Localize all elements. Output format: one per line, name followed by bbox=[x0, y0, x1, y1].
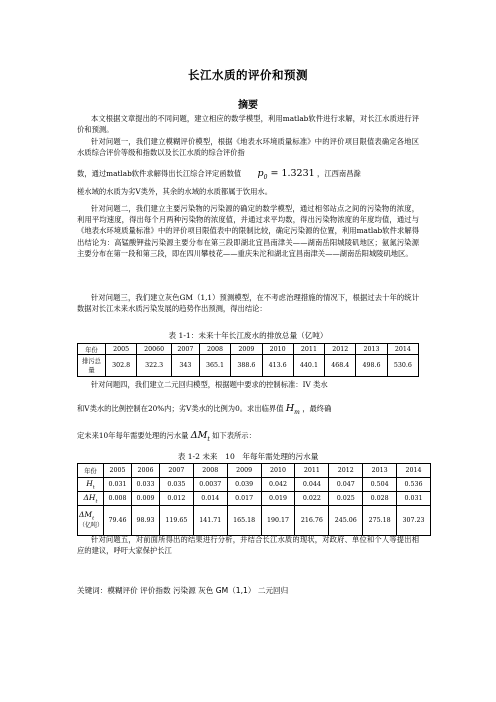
abstract-paragraph-6: 针对问题五，对前面所得出的结果进行分析，并结合长江水质的现状，对政府、单位和个人等提出相应的建议，呼吁大家保护长江 bbox=[77, 535, 419, 556]
abstract-paragraph-2: 针对问题一，我们建立模糊评价模型，根据《地表水环境质量标准》中的评价项目限值表确定各地区水质综合评价等级和指数以及长江水质的综合评价指 bbox=[77, 137, 419, 158]
table1 bbox=[77, 343, 419, 377]
table1-caption: 表 1-1：未来十年长江废水的排放总量（亿吨） bbox=[168, 331, 328, 340]
table1-value: 440.1 bbox=[293, 355, 324, 377]
abstract-heading: 摘要 bbox=[238, 100, 258, 111]
table2-header-row bbox=[78, 464, 431, 478]
table2-cell: 98.93 bbox=[131, 506, 159, 536]
table2-cell: 0.019 bbox=[261, 492, 295, 506]
table2-year: 2005 bbox=[104, 464, 132, 478]
table2-row-label: $H_t$ bbox=[78, 478, 104, 492]
table2-year: 2006 bbox=[131, 464, 159, 478]
table2-cell: 0.025 bbox=[329, 492, 363, 506]
table1-value: 365.1 bbox=[199, 355, 230, 377]
table2-cell: 245.06 bbox=[329, 506, 363, 536]
table1-value: 413.6 bbox=[262, 355, 293, 377]
table1-value: 530.6 bbox=[387, 355, 418, 377]
table2-year: 2013 bbox=[363, 464, 397, 478]
formula-line bbox=[77, 167, 419, 185]
table2-cell: 307.23 bbox=[397, 506, 431, 536]
table2-caption: 表 1-2 未来 10 年每年需处理的污水量 bbox=[177, 452, 319, 461]
table2-row-delta-ht bbox=[78, 492, 431, 506]
table1-year: 20060 bbox=[137, 344, 172, 355]
table2-year: 2007 bbox=[159, 464, 193, 478]
table1-value: 343 bbox=[171, 355, 199, 377]
table2-year: 2011 bbox=[295, 464, 329, 478]
table1-year: 2010 bbox=[262, 344, 293, 355]
table2-cell: 0.031 bbox=[397, 492, 431, 506]
abstract-paragraph-1: 本文根据文章提出的不同问题，建立相应的数学模型，利用matlab软件进行求解，对长江水质进行评价和预测。 bbox=[77, 114, 419, 135]
table2-cell: 165.18 bbox=[227, 506, 261, 536]
table1-year: 2008 bbox=[199, 344, 230, 355]
table2-cell: 0.014 bbox=[193, 492, 227, 506]
table1-header-label: 年份 bbox=[78, 344, 106, 355]
abstract-paragraph-5: 针对问题四，我们建立二元回归模型，根据题中要求的控制标准：IV 类水 bbox=[91, 380, 328, 389]
table1-value: 498.6 bbox=[356, 355, 387, 377]
table2-cell: 0.028 bbox=[363, 492, 397, 506]
table2-cell: 0.039 bbox=[227, 478, 261, 492]
table1-year: 2009 bbox=[231, 344, 262, 355]
table1-values-row bbox=[78, 355, 419, 377]
table2-cell: 275.18 bbox=[363, 506, 397, 536]
table2-year: 2014 bbox=[397, 464, 431, 478]
table1-value: 322.3 bbox=[137, 355, 172, 377]
table2-year: 2010 bbox=[261, 464, 295, 478]
table2-cell: 0.047 bbox=[329, 478, 363, 492]
table1-year: 2005 bbox=[106, 344, 137, 355]
table1-year: 2012 bbox=[325, 344, 356, 355]
abstract-paragraph-4: 针对问题三，我们建立灰色GM（1,1）预测模型，在不考虑治理措施的情况下，根据过去十年的统计数据对长江未来水质污染发展的趋势作出预测，得出结论： bbox=[77, 293, 419, 314]
table2 bbox=[77, 463, 431, 536]
table2-year: 2012 bbox=[329, 464, 363, 478]
table2-row-ht bbox=[78, 478, 431, 492]
table2-cell: 0.042 bbox=[261, 478, 295, 492]
table1-header-row bbox=[78, 344, 419, 355]
formula-suffix-text: ，江西南昌滁 bbox=[317, 169, 361, 178]
p0-formula: $p_0 = 1.3231$ bbox=[257, 168, 315, 181]
abstract-paragraph-3: 针对问题二，我们建立主要污染物的污染源的确定的数学模型，通过相邻站点之间的污染物的浓度，利用平均速度，得出每个月两种污染物的浓度值，并通过求平均数，得出污染物浓度的年度均值，通过与《地表水环境质量标准》中的评价项目限值表中的限制比较，确定污染源的位置，利用matlab软件求解得出结论为：高锰酸钾盐污染源主要分布在第三段即湖北宜昌南津关——湖南岳阳城陵矶地区；氨氮污染源主要分布在第一段和第三段，即在四川攀枝花——重庆朱沱和湖北宜昌南津关——湖南岳阳城陵矶地区。 bbox=[77, 204, 419, 258]
table2-cell: 0.035 bbox=[159, 478, 193, 492]
table1-row-label: 排污总量 bbox=[78, 355, 106, 377]
keywords: 关键词：模糊评价 评价指数 污染源 灰色 GM（1,1） 二元回归 bbox=[77, 586, 289, 595]
table1-value: 388.6 bbox=[231, 355, 262, 377]
table2-cell: 0.033 bbox=[131, 478, 159, 492]
abstract-paragraph-2-end: 槎水域的水质为劣Ⅴ类外，其余的水域的水质都属于饮用水。 bbox=[77, 187, 272, 196]
table1-year: 2014 bbox=[387, 344, 418, 355]
table1-value: 468.4 bbox=[325, 355, 356, 377]
delta-m-formula: $\Delta M_t$ bbox=[190, 430, 210, 443]
table2-cell: 0.536 bbox=[397, 478, 431, 492]
table2-cell: 190.17 bbox=[261, 506, 295, 536]
table2-row-label: $\Delta M_t$ （亿吨） bbox=[78, 506, 104, 536]
table2-header-label: 年份 bbox=[78, 464, 104, 478]
table2-cell: 141.71 bbox=[193, 506, 227, 536]
table2-year: 2008 bbox=[193, 464, 227, 478]
sewage-volume-line: 定未来10年每年需要处理的污水量 $\Delta M_t$ 如下表所示： bbox=[77, 430, 256, 443]
table2-row-label: $\Delta H_t$ bbox=[78, 492, 104, 506]
table2-cell: 0.017 bbox=[227, 492, 261, 506]
table2-cell: 79.46 bbox=[104, 506, 132, 536]
table2-cell: 0.008 bbox=[104, 492, 132, 506]
table2-row-delta-mt bbox=[78, 506, 431, 536]
critical-value-line: 和V类水的比例控制在20%内；劣V类水的比例为0。求出临界值 $H_m$ ，最终确 bbox=[77, 403, 332, 416]
table1-year: 2011 bbox=[293, 344, 324, 355]
paper-title: 长江水质的评价和预测 bbox=[188, 68, 308, 82]
table2-cell: 0.031 bbox=[104, 478, 132, 492]
table2-cell: 0.0037 bbox=[193, 478, 227, 492]
formula-prefix-text: 数，通过matlab软件求解得出长江综合评定函数值 bbox=[77, 169, 242, 178]
table2-cell: 0.012 bbox=[159, 492, 193, 506]
table1-year: 2013 bbox=[356, 344, 387, 355]
table2-cell: 216.76 bbox=[295, 506, 329, 536]
table2-year: 2009 bbox=[227, 464, 261, 478]
table2-cell: 0.009 bbox=[131, 492, 159, 506]
table1-value: 302.8 bbox=[106, 355, 137, 377]
table2-cell: 0.504 bbox=[363, 478, 397, 492]
table1-year: 2007 bbox=[171, 344, 199, 355]
table2-cell: 119.65 bbox=[159, 506, 193, 536]
hm-formula: $H_m$ bbox=[285, 403, 300, 416]
table2-cell: 0.022 bbox=[295, 492, 329, 506]
table2-cell: 0.044 bbox=[295, 478, 329, 492]
